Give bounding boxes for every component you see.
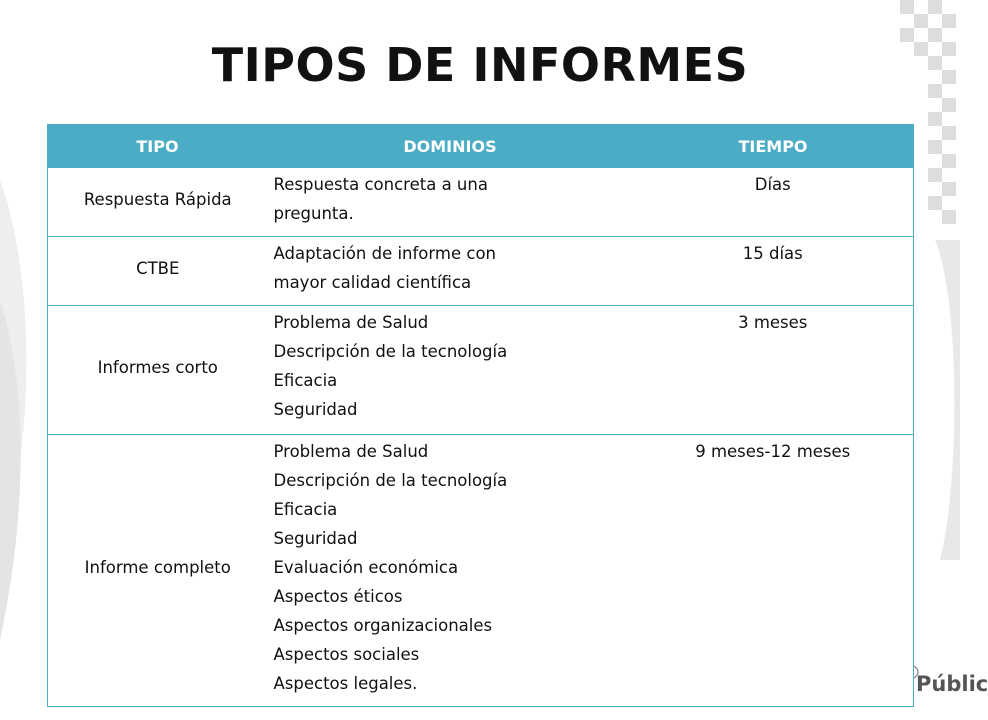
table-row (48, 237, 914, 306)
cell-dominios (268, 237, 633, 306)
cell-dominios (268, 168, 633, 237)
logo-partial-text: Públic (916, 672, 988, 696)
cell-dominios (268, 435, 633, 707)
cell-tiempo: 9 meses-12 meses (633, 435, 914, 707)
table-row (48, 306, 914, 435)
dominio-line: Seguridad (273, 529, 358, 548)
table-row (48, 168, 914, 237)
dominio-line: pregunta. (273, 204, 354, 223)
dominio-line: Respuesta concreta a una (273, 175, 488, 194)
cell-tiempo: 15 días (633, 237, 914, 306)
cell-dominios (268, 306, 633, 435)
dominio-line: Aspectos organizacionales (273, 616, 493, 635)
dominio-line: Aspectos sociales (273, 645, 420, 664)
cell-tipo: Respuesta Rápida (48, 168, 268, 237)
cell-tipo: Informe completo (48, 435, 268, 707)
dominio-line: Aspectos legales. (273, 674, 418, 693)
dominio-line: Seguridad (273, 400, 358, 419)
cell-tiempo: 3 meses (633, 306, 914, 435)
dominio-line: Aspectos éticos (273, 587, 403, 606)
header-tipo: TIPO (48, 125, 268, 168)
table-header-row (48, 125, 914, 168)
dominio-line: Eficacia (273, 500, 338, 519)
dominio-line: Descripción de la tecnología (273, 342, 508, 361)
cell-tipo: Informes corto (48, 306, 268, 435)
slide-title: TIPOS DE INFORMES (211, 38, 749, 92)
report-types-table (47, 124, 914, 707)
dominio-line: mayor calidad científica (273, 273, 472, 292)
dominio-line: Evaluación económica (273, 558, 459, 577)
dominio-line: Descripción de la tecnología (273, 471, 508, 490)
header-tiempo: TIEMPO (633, 125, 914, 168)
dominio-line: Eficacia (273, 371, 338, 390)
cell-tiempo: Días (633, 168, 914, 237)
cell-tipo: CTBE (48, 237, 268, 306)
table-row (48, 435, 914, 707)
dominio-line: Problema de Salud (273, 313, 429, 332)
header-dominios: DOMINIOS (268, 125, 633, 168)
dominio-line: Problema de Salud (273, 442, 429, 461)
dominio-line: Adaptación de informe con (273, 244, 496, 263)
